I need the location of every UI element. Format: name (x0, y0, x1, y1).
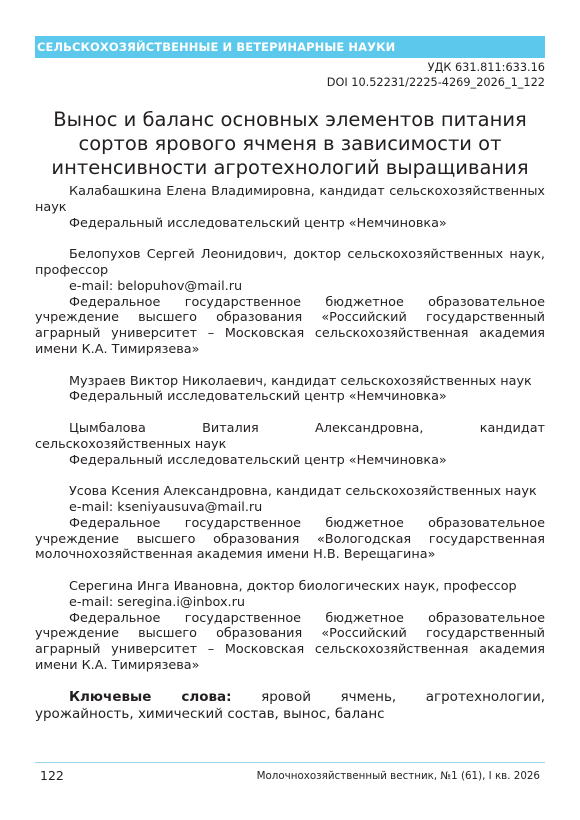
author-email[interactable]: e-mail: belopuhov@mail.ru (69, 278, 243, 294)
author-block (35, 374, 545, 406)
author-block (35, 247, 545, 358)
title-line: интенсивности агротехнологий выращивания (51, 156, 529, 179)
footer-divider (35, 762, 545, 763)
author-affiliation: Федеральное государственное бюджетное образовательное учреждение высшего образования «Российский государственный аграрный университет – Московская сельскохозяйственная академия имени К.А. Тимирязева» (35, 610, 545, 673)
author-name: Усова Ксения Александровна, кандидат сельскохозяйственных наук (69, 484, 537, 500)
udk-code: УДК 631.811:633.16 (427, 61, 545, 74)
author-affiliation: Федеральный исследовательский центр «Немчиновка» (69, 389, 447, 405)
author-list (35, 184, 545, 690)
section-title: СЕЛЬСКОХОЗЯЙСТВЕННЫЕ И ВЕТЕРИНАРНЫЕ НАУКИ (37, 40, 396, 54)
keywords-label: Ключевые слова: (69, 689, 232, 705)
keywords-text: яровой ячмень, агротехнологии, урожайность, химический состав, вынос, баланс (35, 689, 546, 722)
author-email[interactable]: e-mail: seregina.i@inbox.ru (69, 594, 245, 610)
title-line: Вынос и баланс основных элементов питания (53, 108, 527, 131)
section-header (35, 36, 545, 58)
author-block (35, 579, 545, 674)
page-number: 122 (40, 768, 64, 783)
author-block (35, 484, 545, 563)
author-name: Белопухов Сергей Леонидович, доктор сельскохозяйственных наук, профессор (35, 247, 545, 278)
article-title (35, 108, 545, 180)
doi-code: DOI 10.52231/2225-4269_2026_1_122 (326, 76, 545, 89)
author-name: Серегина Инга Ивановна, доктор биологических наук, профессор (69, 578, 517, 594)
author-affiliation: Федеральный исследовательский центр «Немчиновка» (69, 215, 447, 231)
author-block (35, 421, 545, 468)
title-line: сортов ярового ячменя в зависимости от (78, 132, 502, 155)
author-name: Калабашкина Елена Владимировна, кандидат сельскохозяйственных наук (35, 184, 545, 215)
author-affiliation: Федеральное государственное бюджетное образовательное учреждение высшего образования «Вологодская государственная молочнохозяйственная академия имени Н.В. Верещагина» (35, 515, 545, 563)
author-affiliation: Федеральное государственное бюджетное образовательное учреждение высшего образования «Российский государственный аграрный университет – Московская сельскохозяйственная академия имени К.А. Тимирязева» (35, 294, 545, 357)
author-affiliation: Федеральный исследовательский центр «Немчиновка» (69, 452, 447, 468)
author-name: Цымбалова Виталия Александровна, кандидат сельскохозяйственных наук (35, 420, 545, 452)
author-block (35, 184, 545, 231)
author-email[interactable]: e-mail: kseniyausuva@mail.ru (69, 499, 263, 515)
author-name: Музраев Виктор Николаевич, кандидат сельскохозяйственных наук (69, 373, 532, 389)
journal-name: Молочнохозяйственный вестник, №1 (61), I кв. 2026 (256, 770, 540, 782)
keywords-paragraph (35, 689, 545, 723)
